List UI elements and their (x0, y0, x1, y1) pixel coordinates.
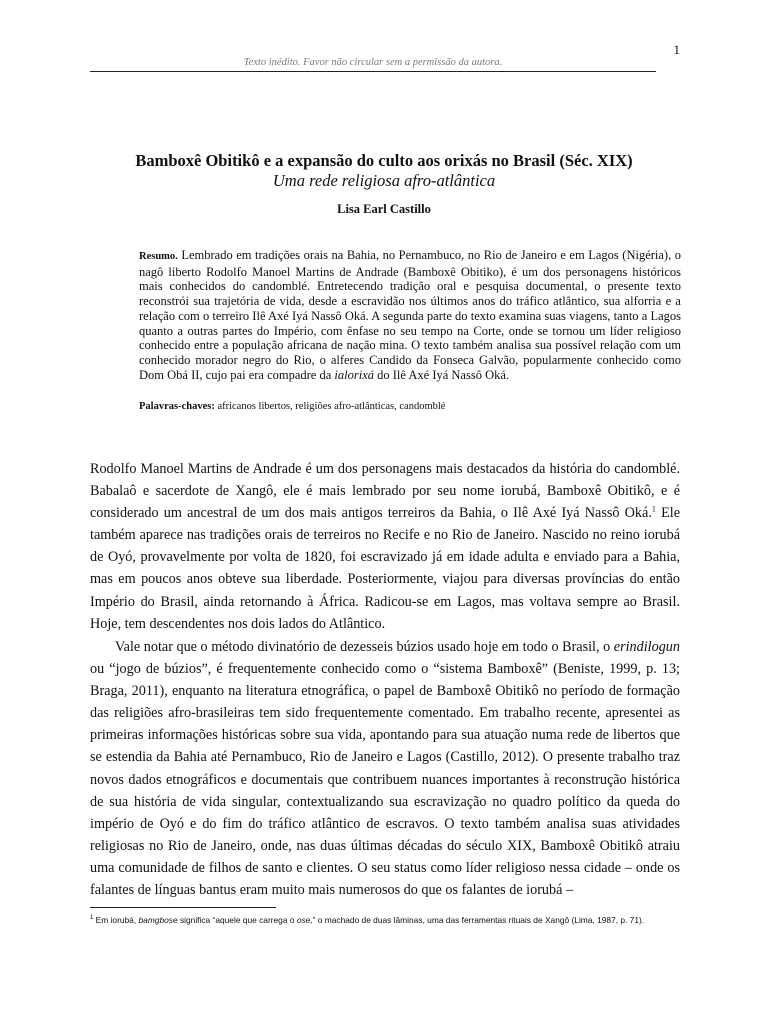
footnote-1 (90, 914, 680, 928)
author-name: Lisa Earl Castillo (337, 202, 431, 216)
keywords-text: africanos libertos, religiões afro-atlânticas, candomblé (217, 401, 446, 412)
footnote-rule (90, 907, 276, 908)
footnote-text-2: significa “aquele que carrega o (179, 915, 295, 925)
abstract-text-2: do Ilê Axé Iyá Nassô Oká. (377, 367, 510, 382)
abstract-italic-term: ialorixá (334, 367, 374, 382)
abstract-text-1: Lembrado em tradições orais na Bahia, no Pernambuco, no Rio de Janeiro e em Lagos (Nigéria), o nagô liberto Rodolfo Manoel Martins de Andrade (Bamboxê Obitiko), é um dos personagens históricos mais conhecidos do candomblé. Entretecendo tradição oral e pesquisa documental, o presente texto reconstrói sua trajetória de vida, desde a escravidão nos últimos anos do tráfico atlântico, sua alforria e a relação com o terreiro Ilê Axé Iyá Nassô Oká. A segunda parte do texto examina suas viagens, tanto a Lagos quanto a outras partes do Império, com ênfase no seu tempo na Corte, onde se tornou um líder religioso conhecido entre a população africana de nação mina. O texto também analisa sua possível relação com um conhecido morador negro do Rio, o alferes Candido da Fonseca Galvão, popularmente conhecido como Dom Obá II, cujo pai era compadre da (139, 248, 681, 382)
footnote-text-1: Em iorubá, (95, 915, 137, 925)
paper-subtitle: Uma rede religiosa afro-atlântica (272, 171, 496, 190)
footnote-text-3: ” o machado de duas lâminas, uma das ferramentas rituais de Xangô (Lima, 1987, p. 71). (312, 915, 645, 925)
body-paragraph-1 (90, 458, 680, 635)
abstract (139, 248, 681, 382)
header-rule (90, 71, 656, 72)
para1-text-b: Ele também aparece nas tradições orais de terreiros no Recife e no Rio de Janeiro. Nascido no reino iorubá de Oyó, provavelmente por volta de 1820, foi escravizado já em idade adulta e enviado para a Bahia, mas em poucos anos obteve sua liberdade. Posteriormente, viajou para diversas províncias do então Império do Brasil, ainda retornando à África. Radicou-se em Lagos, mas voltava sempre ao Brasil. Hoje, tem descendentes nos dois lados do Atlântico. (90, 505, 681, 632)
para2-text-a: Vale notar que o método divinatório de dezesseis búzios usado hoje em todo o Brasil, o (115, 639, 611, 655)
keywords-label: Palavras-chaves: (139, 401, 215, 412)
body-paragraph-2 (90, 636, 680, 901)
paper-title: Bamboxê Obitikô e a expansão do culto aos orixás no Brasil (Séc. XIX) (135, 151, 633, 170)
para1-text-a: Rodolfo Manoel Martins de Andrade é um dos personagens mais destacados da história do candomblé. Babalaô e sacerdote de Xangô, ele é mais lembrado por seu nome iorubá, Bamboxê Obitikô, e é considerado um ancestral de um dos mais antigos terreiros da Bahia, o Ilê Axé Iyá Nassô Oká. (90, 461, 680, 522)
running-header-note: Texto inédito. Favor não circular sem a permissão da autora. (243, 57, 503, 68)
footnote-italic-2: ose, (296, 915, 313, 925)
keywords (139, 400, 681, 414)
para2-text-b: ou “jogo de búzios”, é frequentemente conhecido como o “sistema Bamboxê” (Beniste, 1999, p. 13; Braga, 2011), enquanto na literatura etnográfica, o papel de Bamboxê Obitikô no período de formação das religiões afro-brasileiras tem sido frequentemente comentado. Em trabalho recente, apresentei as primeiras informações históricas sobre sua vida, apontando para sua atuação numa rede de libertos que se estendia da Bahia até Pernambuco, Rio de Janeiro e Lagos (Castillo, 2012). O presente trabalho traz novos dados etnográficos e documentais que contribuem nuances importantes à reconstrução histórica de sua história de vida singular, contextualizando sua escravização no quadro político da queda do império de Oyó e do fim do tráfico atlântico de escravos. O texto também analisa suas atividades religiosas no Rio de Janeiro, onde, nas duas últimas décadas do século XIX, Bamboxê Obitikô atraiu uma comunidade de filhos de santo e clientes. O seu status como líder religioso nessa cidade – onde os falantes de línguas bantus eram muito mais numerosos do que os falantes de iorubá – (90, 661, 680, 899)
footnote-ref-1[interactable]: 1 (651, 504, 656, 514)
page-number: 1 (673, 42, 680, 57)
para2-italic-term: erindilogun (613, 639, 680, 655)
abstract-label: Resumo. (139, 251, 178, 262)
footnote-italic-1: bamgbose (138, 915, 178, 925)
footnote-number: 1 (90, 915, 94, 922)
